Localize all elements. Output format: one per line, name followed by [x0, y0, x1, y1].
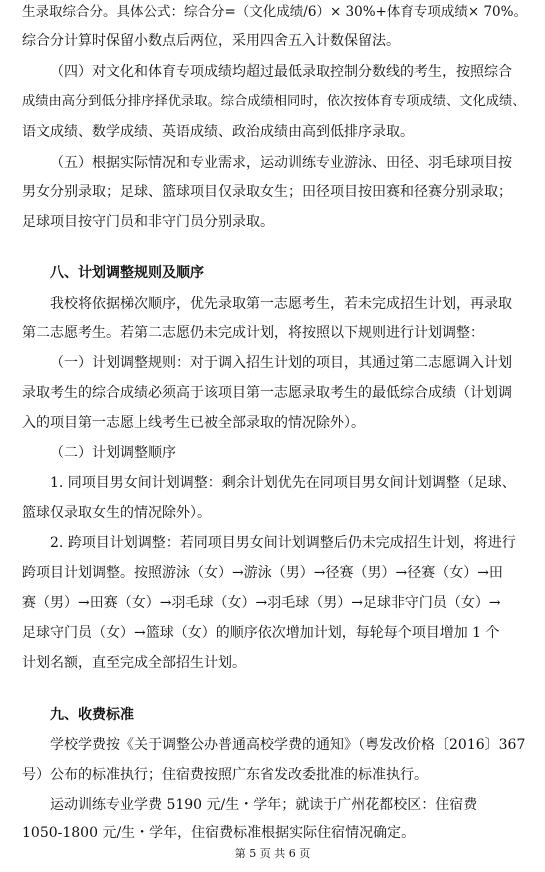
paragraph-line: 学校学费按《关于调整公办普通高校学费的通知》（粤发改价格〔2016〕367 — [50, 737, 526, 753]
paragraph-line: 录取考生的综合成绩必须高于该项目第一志愿录取考生的最低综合成绩（计划调 — [22, 385, 512, 401]
paragraph-line: 成绩由高分到低分排序择优录取。综合成绩相同时，依次按体育专项成绩、文化成绩、 — [22, 94, 526, 109]
paragraph-line: （四）对文化和体育专项成绩均超过最低录取控制分数线的考生，按照综合 — [50, 64, 512, 80]
paragraph-line: （一）计划调整规则：对于调入招生计划的项目，其通过第二志愿调入计划 — [50, 355, 512, 371]
paragraph-line: 语文成绩、数学成绩、英语成绩、政治成绩由高到低排序录取。 — [22, 124, 414, 140]
paragraph-line: 第二志愿考生。若第二志愿仍未完成计划，将按照以下规则进行计划调整： — [22, 325, 484, 341]
paragraph-line: 综合分计算时保留小数点后两位，采用四舍五入计数保留法。 — [22, 33, 400, 49]
paragraph-line: 运动训练专业学费 5190 元/生・学年；就读于广州花都校区：住宿费 — [50, 797, 478, 813]
paragraph-line: 生录取综合分。具体公式：综合分=（文化成绩/6）× 30%+体育专项成绩× 70%。 — [22, 4, 527, 20]
paragraph-line: 赛（男）→田赛（女）→羽毛球（女）→羽毛球（男）→足球非守门员（女）→ — [22, 595, 501, 611]
section-heading: 九、收费标准 — [50, 707, 134, 723]
paragraph-line: （二）计划调整顺序 — [50, 445, 176, 461]
paragraph-line: 跨项目计划调整。按照游泳（女）→游泳（男）→径赛（男）→径赛（女）→田 — [22, 565, 503, 581]
paragraph-line: 足球守门员（女）→篮球（女）的顺序依次增加计划，每轮每个项目增加 1 个 — [22, 625, 500, 641]
paragraph-line: 我校将依据梯次顺序，优先录取第一志愿考生，若未完成招生计划，再录取 — [50, 296, 512, 312]
paragraph-line: 篮球仅录取女生的情况除外）。 — [22, 505, 211, 521]
paragraph-line: 1. 同项目男女间计划调整：剩余计划优先在同项目男女间计划调整（足球、 — [50, 475, 516, 491]
paragraph-line: 1050-1800 元/生・学年，住宿费标准根据实际住宿情况确定。 — [22, 825, 416, 841]
paragraph-line: 足球项目按守门员和非守门员分别录取。 — [22, 214, 274, 230]
section-heading: 八、计划调整规则及顺序 — [50, 265, 204, 281]
paragraph-line: （五）根据实际情况和专业需求，运动训练专业游泳、田径、羽毛球项目按 — [50, 155, 512, 171]
paragraph-line: 号）公布的标准执行；住宿费按照广东省发改委批准的标准执行。 — [22, 767, 428, 783]
paragraph-line: 计划名额，直至完成全部招生计划。 — [22, 655, 246, 671]
paragraph-line: 入的项目第一志愿上线考生已被全部录取的情况除外）。 — [22, 415, 365, 431]
page-number-footer: 第 5 页 共 6 页 — [234, 847, 311, 860]
paragraph-line: 2. 跨项目计划调整：若同项目男女间计划调整后仍未完成招生计划，将进行 — [50, 535, 516, 551]
paragraph-line: 男女分别录取；足球、篮球项目仅录取女生；田径项目按田赛和径赛分别录取； — [22, 184, 512, 200]
